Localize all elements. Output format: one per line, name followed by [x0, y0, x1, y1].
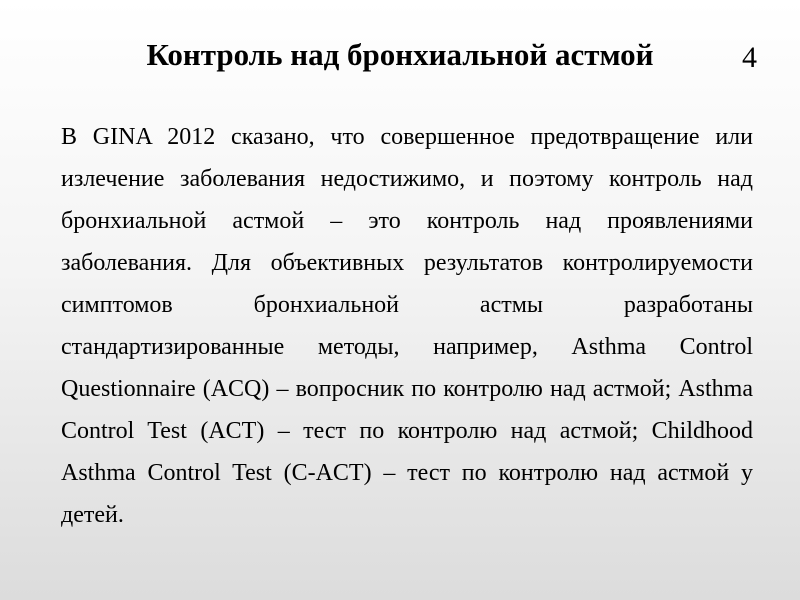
slide-body-text: В GINA 2012 сказано, что совершенное предотвращение или излечение заболевания недостижимо, и поэтому контроль над бронхиальной астмой – это контроль над проявлениями заболевания. Для объективных результатов контролируемости симптомов бронхиальной астмы разработаны стандартизированные методы, например, Asthma Control Questionnaire (ACQ) – вопросник по контролю над астмой; Asthma Control Test (ACT) – тест по контролю над астмой; Childhood Asthma Control Test (C-ACT) – тест по контролю над астмой у детей. — [61, 124, 753, 528]
slide-number: 4 — [742, 41, 757, 74]
slide-title: Контроль над бронхиальной астмой — [146, 37, 654, 72]
